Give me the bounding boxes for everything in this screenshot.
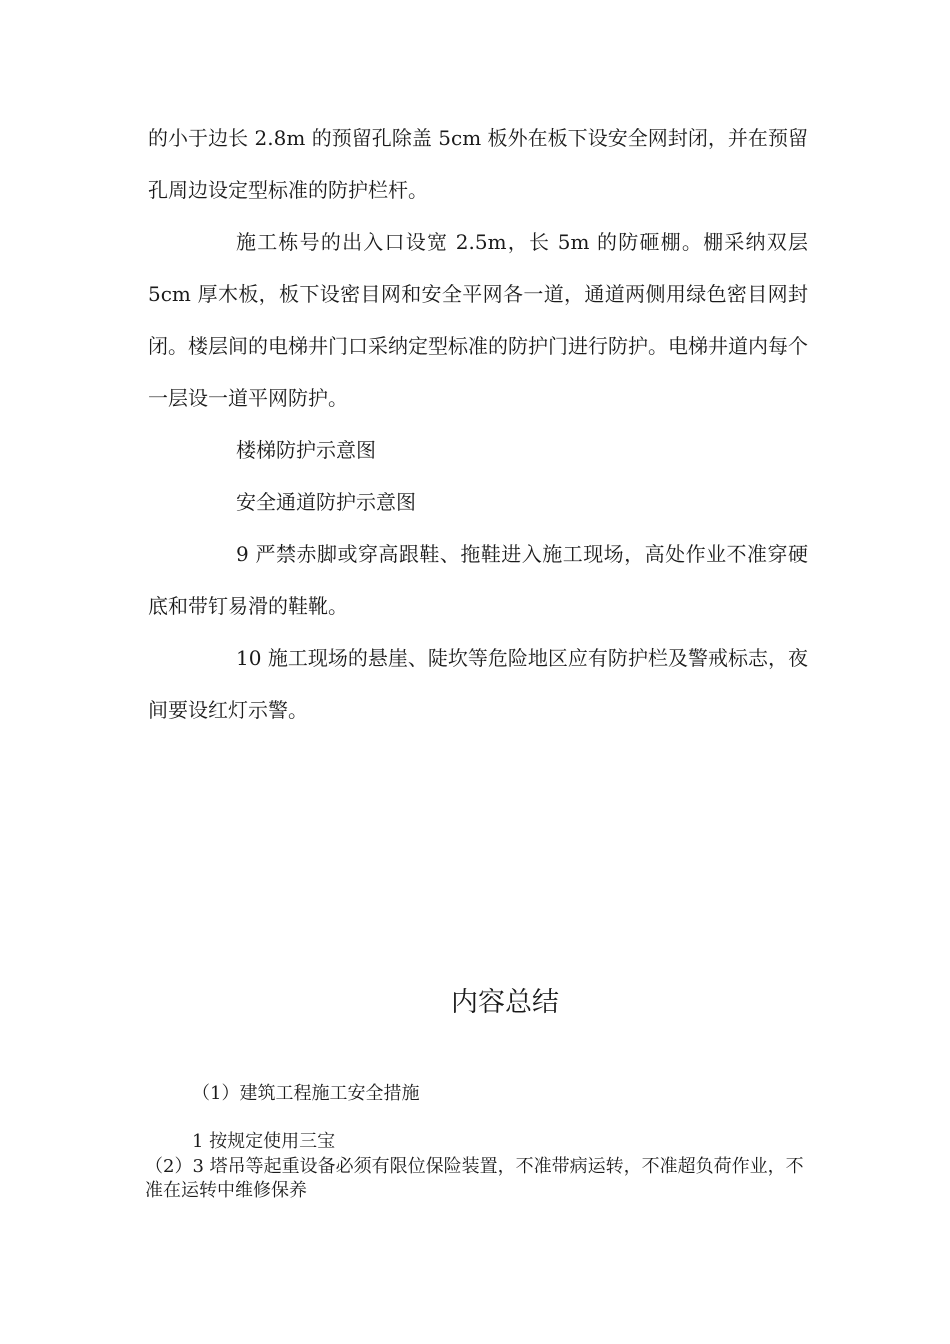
caption-stair-protection: 楼梯防护示意图 (236, 438, 376, 462)
paragraph-item-10: 10 施工现场的悬崖、陡坎等危险地区应有防护栏及警戒标志，夜间要设红灯示警。 (148, 646, 808, 722)
paragraph-item-9: 9 严禁赤脚或穿高跟鞋、拖鞋进入施工现场，高处作业不准穿硬底和带钉易滑的鞋靴。 (148, 542, 808, 618)
paragraph-reserved-holes: 的小于边长 2.8m 的预留孔除盖 5cm 板外在板下设安全网封闭，并在预留孔周边设定型标准的防护栏杆。 (148, 126, 808, 202)
summary-line-2: 1 按规定使用三宝 (192, 1131, 336, 1152)
summary-title: 内容总结 (451, 987, 559, 1018)
caption-safety-passage: 安全通道防护示意图 (236, 490, 416, 514)
summary-line-1: （1）建筑工程施工安全措施 (192, 1083, 420, 1104)
paragraph-entrance-canopy: 施工栋号的出入口设宽 2.5m，长 5m 的防砸棚。棚采纳双层 5cm 厚木板，板下设密目网和安全平网各一道，通道两侧用绿色密目网封闭。楼层间的电梯井门口采纳定型标准的防护门进行防护。电梯井道内每个一层设一道平网防护。 (148, 230, 808, 410)
summary-line-3: （2）3 塔吊等起重设备必须有限位保险装置，不准带病运转，不准超负荷作业，不准在运转中维修保养 (145, 1156, 804, 1201)
